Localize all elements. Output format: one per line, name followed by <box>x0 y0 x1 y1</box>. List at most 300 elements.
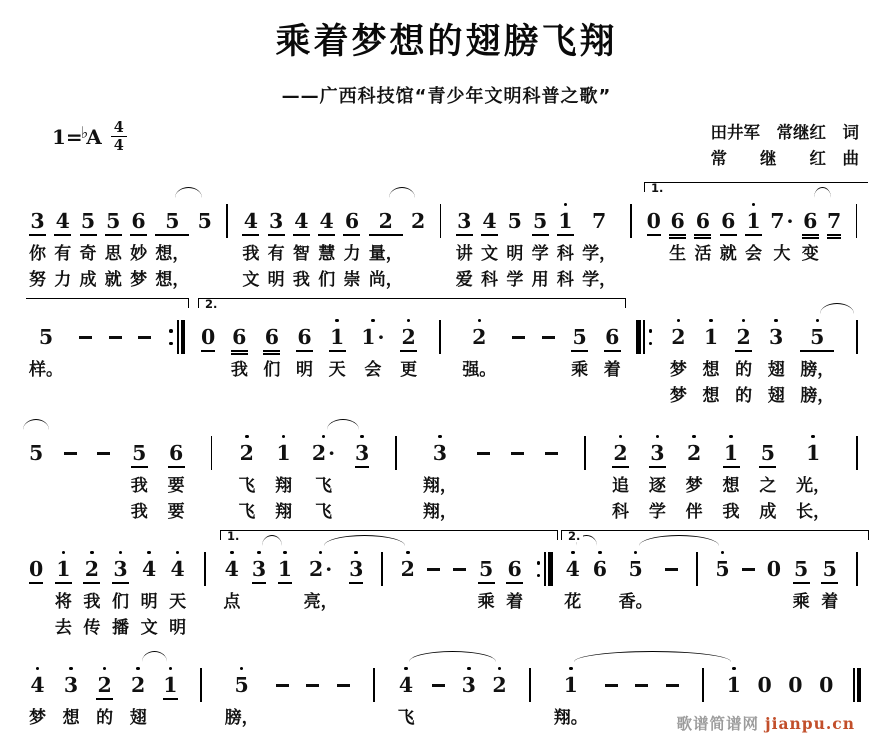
note-number: 3 <box>63 673 79 698</box>
note <box>561 548 584 641</box>
lyric-syllable: 讲 <box>455 244 473 265</box>
lyric-syllable <box>224 241 230 267</box>
note-number: 0 <box>766 557 782 582</box>
dash <box>333 664 353 731</box>
note-number: 5 <box>572 325 587 350</box>
lyric-syllable: 天 <box>169 592 187 613</box>
octave-dot <box>119 551 123 555</box>
lyric-syllable: 飞 <box>238 476 256 497</box>
note-number: 3 <box>30 209 45 234</box>
eighth-underline <box>745 234 762 236</box>
note-number: 5 <box>507 209 522 234</box>
octave-dot <box>729 435 733 439</box>
duration-dash <box>276 684 289 687</box>
barline <box>191 664 211 731</box>
note-number: 6 <box>592 557 608 582</box>
lyric-syllable: 文 <box>140 618 158 639</box>
note-number: 6 <box>803 209 818 234</box>
note-number: 4 <box>141 557 157 582</box>
note <box>394 664 417 731</box>
note-number: 1 <box>558 209 573 234</box>
note-number: 6 <box>695 209 711 234</box>
note-number: 5 <box>234 673 249 698</box>
duration-dash <box>64 452 77 455</box>
note <box>366 200 406 293</box>
note-number: 1 <box>277 557 292 582</box>
lyric-syllable: 文 <box>481 244 499 265</box>
lyric-syllable <box>546 357 552 383</box>
note <box>166 548 189 641</box>
note-number: 2 <box>613 441 628 466</box>
eighth-underline <box>268 234 285 236</box>
lyric-syllable <box>208 473 214 499</box>
octave-dot <box>404 667 408 671</box>
eighth-underline <box>506 582 523 584</box>
lyric-syllable: 明 <box>140 592 158 613</box>
lyric-syllable: 之 <box>759 476 777 497</box>
time-denominator: 4 <box>113 137 124 155</box>
watermark <box>676 712 855 734</box>
eighth-underline <box>55 582 72 584</box>
lyric-syllable: 将 <box>54 592 72 613</box>
lyric-syllable <box>570 615 576 641</box>
octave-dot <box>721 551 725 555</box>
note-number: 5 <box>628 557 643 582</box>
lyric-syllable: 翔， <box>422 502 457 523</box>
octave-dot <box>732 667 736 671</box>
octave-dot <box>406 551 410 555</box>
octave-dot <box>467 667 471 671</box>
eighth-underline <box>201 350 215 352</box>
key-prefix: 1= <box>52 124 83 149</box>
duration-dash <box>605 684 618 687</box>
duration-dash <box>109 336 122 339</box>
note-number: 1 <box>361 325 376 350</box>
eighth-underline <box>793 582 810 584</box>
octave-dot <box>169 667 173 671</box>
lyric-syllable: 播 <box>112 618 129 639</box>
eighth-underline <box>669 234 686 236</box>
lyric-syllable: 伴 <box>685 502 703 523</box>
lyric-syllable: 光， <box>796 476 831 497</box>
eighth-underline <box>349 582 363 584</box>
dash <box>541 432 561 525</box>
dash <box>428 664 448 731</box>
lyric-syllable <box>205 383 211 409</box>
lyric-syllable: 着 <box>506 592 524 613</box>
lyric-syllable <box>516 357 522 383</box>
lyric-syllable <box>668 589 674 615</box>
lyric-syllable: 有 <box>54 244 72 265</box>
eighth-underline <box>604 350 621 352</box>
note-number: 6 <box>721 209 736 234</box>
note-number: 2 <box>410 209 426 234</box>
note-number: 5 <box>760 441 775 466</box>
lyric-syllable: 点 <box>223 592 241 613</box>
duration-dash <box>666 684 679 687</box>
note <box>195 200 215 293</box>
note-number: 4 <box>319 209 334 234</box>
lyric-syllable <box>256 615 262 641</box>
lyric-syllable <box>318 615 324 641</box>
octave-dot <box>103 667 107 671</box>
lyric-syllable <box>483 615 489 641</box>
lyric-syllable: 翔 <box>275 502 293 523</box>
augmentation-dot: · <box>786 209 794 234</box>
barline <box>372 548 392 641</box>
lyric-syllable: 追 <box>612 476 630 497</box>
note <box>228 316 251 409</box>
lyric-syllable: 乘 <box>792 592 810 613</box>
lyric-syllable <box>515 473 521 499</box>
octave-dot <box>634 551 638 555</box>
lyric-syllable: 大 <box>773 244 791 265</box>
lyric-syllable <box>831 241 837 267</box>
lyric-syllable <box>854 589 860 615</box>
note <box>765 316 788 409</box>
note-number: 2 <box>308 557 324 582</box>
lyric-syllable <box>456 615 462 641</box>
note <box>609 432 632 525</box>
lyric-syllable: 有 <box>267 244 285 265</box>
lyric-syllable <box>353 615 359 641</box>
note-number: 6 <box>670 209 685 234</box>
note-number: 7 <box>591 209 607 234</box>
barline <box>575 432 595 525</box>
rest <box>644 200 664 293</box>
note-number: 3 <box>269 209 284 234</box>
eighth-underline <box>278 582 292 584</box>
note <box>340 200 363 293</box>
note-number: 6 <box>232 325 247 350</box>
note-number: 3 <box>113 557 128 582</box>
note <box>127 664 150 731</box>
octave-dot <box>598 551 602 555</box>
octave-dot <box>619 435 623 439</box>
lyric-syllable <box>202 241 208 267</box>
lyric-syllable <box>256 589 262 615</box>
system-2 <box>26 298 867 409</box>
lyric-syllable <box>353 589 359 615</box>
volta-bracket <box>644 181 868 196</box>
lyric-syllable: 梦 <box>29 708 46 729</box>
note <box>60 664 83 731</box>
octave-dot <box>335 319 339 323</box>
augmentation-dot: · <box>377 325 385 350</box>
song-title: 乘着梦想的翅膀飞翔 <box>275 22 618 62</box>
lyric-syllable: 逐 <box>648 476 666 497</box>
time-numerator: 4 <box>111 120 127 137</box>
lyric-syllable: 香。 <box>618 592 653 613</box>
lyric-syllable: 我 <box>130 502 148 523</box>
lyric-syllable: 学， <box>582 244 617 265</box>
lyric-syllable: 要 <box>167 502 185 523</box>
lyric-syllable <box>393 499 399 525</box>
lyric-syllable <box>854 473 860 499</box>
lyric-syllable: 天 <box>328 360 346 381</box>
note-number: 5 <box>165 209 180 234</box>
note-number: 2 <box>401 325 416 350</box>
lyric-syllable: 着 <box>603 360 621 381</box>
duration-dash <box>542 336 555 339</box>
dash <box>135 316 155 409</box>
note <box>683 432 706 525</box>
note-number: 3 <box>461 673 476 698</box>
duration-dash <box>306 684 319 687</box>
note <box>275 548 295 641</box>
lyric-syllable <box>582 499 588 525</box>
lyric-syllable: 膀， <box>224 708 259 729</box>
eighth-underline <box>694 234 711 236</box>
lyric-syllable <box>628 267 634 293</box>
lyric-syllable: 崇 <box>343 270 361 291</box>
lyric-syllable: 科 <box>481 270 499 291</box>
lyric-syllable: 我 <box>722 502 740 523</box>
note-number: 5 <box>793 557 809 582</box>
rest <box>198 316 218 409</box>
note <box>503 200 526 293</box>
lyric-syllable <box>577 383 583 409</box>
lyric-syllable: 梦 <box>685 476 703 497</box>
note <box>152 200 192 293</box>
note <box>127 200 150 293</box>
note <box>301 548 341 641</box>
lyric-syllable <box>279 705 285 731</box>
note <box>26 664 49 731</box>
lyric-syllable <box>541 589 547 615</box>
dash <box>509 316 529 409</box>
duration-dash <box>427 568 440 571</box>
octave-dot <box>230 551 234 555</box>
note <box>398 548 418 641</box>
note-number: 4 <box>55 209 70 234</box>
octave-dot <box>36 667 40 671</box>
barline <box>431 200 451 293</box>
lyric-syllable <box>515 499 521 525</box>
eighth-underline <box>802 237 819 239</box>
lyric-syllable <box>340 705 346 731</box>
octave-dot <box>147 551 151 555</box>
note <box>717 200 740 293</box>
note-number: 7 <box>827 209 842 234</box>
note-number: 1 <box>56 557 71 582</box>
lyric-syllable <box>779 267 785 293</box>
augmentation-dot: · <box>328 441 336 466</box>
lyric-syllable <box>476 383 482 409</box>
meta-row <box>0 108 893 171</box>
lyric-syllable: 乘 <box>571 360 589 381</box>
lyric-syllable <box>208 499 214 525</box>
lyric-syllable <box>202 267 208 293</box>
barline <box>217 200 237 293</box>
volta-bracket <box>198 297 626 312</box>
eighth-underline <box>802 234 819 236</box>
note <box>220 548 243 641</box>
lyric-syllable <box>720 589 726 615</box>
dash <box>508 432 528 525</box>
note-number: 3 <box>251 557 267 582</box>
octave-dot <box>354 551 358 555</box>
note <box>52 548 75 641</box>
note-number: 5 <box>80 209 96 234</box>
eighth-underline <box>532 234 549 236</box>
note-number: 1 <box>806 441 821 466</box>
lyric-syllable <box>481 499 487 525</box>
note-number: 3 <box>650 441 665 466</box>
note <box>326 316 349 409</box>
dash <box>449 548 469 641</box>
composer-credit: 常 继 红 曲 <box>710 148 859 168</box>
eighth-underline <box>131 466 148 468</box>
note-number: 3 <box>432 441 447 466</box>
lyric-syllable <box>725 267 731 293</box>
eighth-underline <box>231 353 248 355</box>
note <box>616 548 656 641</box>
duration-dash <box>742 568 755 571</box>
lyric-syllable: 长， <box>796 502 831 523</box>
note-number: 4 <box>243 209 259 234</box>
octave-dot <box>69 667 73 671</box>
note <box>397 316 420 409</box>
eighth-underline <box>296 350 313 352</box>
time-signature <box>111 120 127 153</box>
note-number: 3 <box>354 441 370 466</box>
lyric-syllable: 我 <box>83 592 101 613</box>
eighth-underline <box>355 466 369 468</box>
barline <box>621 200 641 293</box>
lyric-syllable: 去 <box>54 618 72 639</box>
eighth-underline <box>800 350 834 352</box>
eighth-underline <box>130 234 147 236</box>
note <box>691 200 714 293</box>
lyric-syllable: 妙 <box>130 244 148 265</box>
lyric-syllable <box>798 615 804 641</box>
lyric-syllable: 就 <box>719 244 737 265</box>
lyric-syllable <box>83 383 89 409</box>
octave-dot <box>656 435 660 439</box>
eighth-underline <box>252 582 266 584</box>
watermark-site-name: 歌谱简谱网 <box>676 715 759 733</box>
note-number: 1 <box>746 209 761 234</box>
lyric-syllable: 膀， <box>800 360 835 381</box>
volta-bracket <box>220 529 558 544</box>
note-number: 2 <box>687 441 702 466</box>
lyric-syllable: 就 <box>104 270 122 291</box>
lyric-syllable <box>379 615 385 641</box>
note <box>666 200 689 293</box>
barline <box>847 432 867 525</box>
note-number: 5 <box>532 209 548 234</box>
lyric-syllable <box>415 267 421 293</box>
note <box>503 548 526 641</box>
lyric-syllable: 我 <box>292 270 310 291</box>
eighth-underline <box>263 350 280 352</box>
octave-dot <box>176 551 180 555</box>
octave-dot <box>407 319 411 323</box>
lyric-syllable: 梦 <box>669 360 687 381</box>
lyric-syllable <box>359 499 365 525</box>
note <box>756 432 779 525</box>
rest <box>764 548 784 641</box>
lyric-syllable <box>854 357 860 383</box>
lyric-syllable <box>437 383 443 409</box>
lyric-syllable <box>651 267 657 293</box>
lyric-syllable: 成 <box>759 502 777 523</box>
lyric-syllable: 科 <box>556 244 574 265</box>
eighth-underline <box>571 350 588 352</box>
key-letter: A <box>86 124 102 149</box>
token-row <box>26 530 867 641</box>
note-number: 5 <box>29 441 44 466</box>
lyric-syllable <box>202 589 208 615</box>
dash <box>423 548 443 641</box>
eighth-underline <box>54 234 71 236</box>
eighth-underline <box>649 466 666 468</box>
dash <box>539 316 559 409</box>
octave-dot <box>136 667 140 671</box>
lyric-syllable <box>202 615 208 641</box>
note <box>51 200 74 293</box>
duration-dash <box>79 336 92 339</box>
note <box>459 316 499 409</box>
note <box>165 432 188 525</box>
note <box>26 432 46 525</box>
barline <box>847 200 867 293</box>
note <box>551 664 591 731</box>
lyric-syllable <box>694 615 700 641</box>
lyric-syllable <box>633 615 639 641</box>
octave-dot <box>62 551 66 555</box>
note-number: 5 <box>822 557 837 582</box>
token-row <box>26 414 867 525</box>
duration-dash <box>512 336 525 339</box>
dash <box>105 316 125 409</box>
note <box>579 200 619 293</box>
note-number: 1 <box>726 673 741 698</box>
lyric-syllable <box>438 241 444 267</box>
lyric-syllable: 我 <box>230 360 248 381</box>
note-number: 1 <box>330 325 345 350</box>
lyric-syllable <box>481 473 487 499</box>
lyric-syllable <box>359 473 365 499</box>
lyric-syllable <box>437 357 443 383</box>
octave-dot <box>478 319 482 323</box>
octave-dot <box>245 435 249 439</box>
octave-dot <box>498 667 502 671</box>
lyric-syllable: 生 <box>669 244 687 265</box>
lyric-syllable <box>541 615 547 641</box>
octave-dot <box>257 551 261 555</box>
flat-sign: ♭ <box>80 122 89 142</box>
note <box>797 316 837 409</box>
eighth-underline <box>343 234 360 236</box>
lyric-syllable <box>224 267 230 293</box>
lyric-syllable: 花 <box>564 592 582 613</box>
lyric-syllable: 翔， <box>422 476 457 497</box>
lyric-syllable: 学 <box>648 502 666 523</box>
lyric-syllable <box>642 357 648 383</box>
dash <box>601 664 621 731</box>
note <box>352 432 372 525</box>
note <box>420 432 460 525</box>
note-number: 1 <box>163 673 178 698</box>
lyric-syllable <box>112 383 118 409</box>
eighth-underline <box>821 582 838 584</box>
note <box>26 316 66 409</box>
lyric-syllable: 想， <box>155 244 190 265</box>
lyric-syllable <box>720 615 726 641</box>
lyric-syllable: 飞 <box>315 476 332 497</box>
